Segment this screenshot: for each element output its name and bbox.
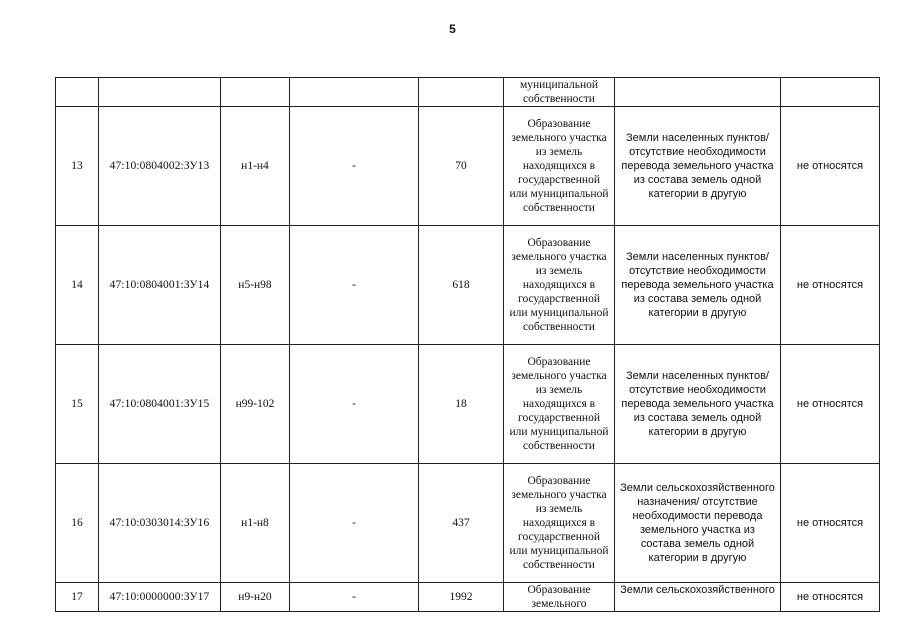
purpose-text: муниципальной собственности — [519, 79, 599, 105]
cell-area: 618 — [419, 226, 504, 345]
cell-status: не относятся — [781, 107, 880, 226]
cell-extra: - — [290, 464, 419, 583]
cell-cadastral: 47:10:0000000:ЗУ17 — [99, 583, 221, 612]
cell-purpose: Образование земельного участка из земель находящихся в государственной или муниципальной собственности — [504, 226, 615, 345]
cell-extra: - — [290, 583, 419, 612]
cell-num: 15 — [56, 345, 99, 464]
cell-status: не относятся — [781, 226, 880, 345]
cell-cadastral: 47:10:0804001:ЗУ14 — [99, 226, 221, 345]
cell-points: н9-н20 — [221, 583, 290, 612]
table-row-continuation — [56, 78, 880, 107]
cell-purpose — [504, 583, 615, 612]
cell-purpose — [504, 78, 615, 107]
cell-extra: - — [290, 107, 419, 226]
cell-num: 13 — [56, 107, 99, 226]
cell-area: 18 — [419, 345, 504, 464]
cell-purpose: Образование земельного участка из земель находящихся в государственной или муниципальной собственности — [504, 345, 615, 464]
cell-num: 14 — [56, 226, 99, 345]
cell-num: 17 — [56, 583, 99, 612]
cell-extra: - — [290, 345, 419, 464]
cell-points: н5-н98 — [221, 226, 290, 345]
page-number: 5 — [449, 22, 456, 36]
cell-cadastral: 47:10:0804002:ЗУ13 — [99, 107, 221, 226]
cell-area: 70 — [419, 107, 504, 226]
cell-cadastral — [99, 78, 221, 107]
table-row — [56, 345, 880, 464]
table-row — [56, 226, 880, 345]
cell-area: 437 — [419, 464, 504, 583]
cell-category: Земли сельскохозяйственного назначения/ отсутствие необходимости перевода земельного участка из состава земель одной категории в другую — [615, 464, 781, 583]
cell-extra — [290, 78, 419, 107]
cell-purpose: Образование земельного участка из земель находящихся в государственной или муниципальной собственности — [504, 107, 615, 226]
cell-cadastral: 47:10:0303014:ЗУ16 — [99, 464, 221, 583]
cell-status: не относятся — [781, 583, 880, 612]
cell-num: 16 — [56, 464, 99, 583]
table-row — [56, 464, 880, 583]
category-text: Земли сельскохозяйственного — [620, 584, 775, 596]
cell-points: н99-102 — [221, 345, 290, 464]
cell-category: Земли населенных пунктов/ отсутствие необходимости перевода земельного участка из состава земель одной категории в другую — [615, 345, 781, 464]
land-plots-table — [55, 77, 880, 612]
cell-area: 1992 — [419, 583, 504, 612]
cell-area — [419, 78, 504, 107]
table-row — [56, 107, 880, 226]
cell-cadastral: 47:10:0804001:ЗУ15 — [99, 345, 221, 464]
cell-num — [56, 78, 99, 107]
cell-points: н1-н8 — [221, 464, 290, 583]
cell-category — [615, 78, 781, 107]
cell-status — [781, 78, 880, 107]
purpose-text: Образование земельного — [527, 584, 591, 610]
cell-extra: - — [290, 226, 419, 345]
cell-category: Земли населенных пунктов/ отсутствие необходимости перевода земельного участка из состава земель одной категории в другую — [615, 226, 781, 345]
cell-status: не относятся — [781, 464, 880, 583]
cell-category: Земли населенных пунктов/ отсутствие необходимости перевода земельного участка из состава земель одной категории в другую — [615, 107, 781, 226]
table-row — [56, 583, 880, 612]
cell-status: не относятся — [781, 345, 880, 464]
cell-points — [221, 78, 290, 107]
cell-category — [615, 583, 781, 612]
cell-purpose: Образование земельного участка из земель находящихся в государственной или муниципальной собственности — [504, 464, 615, 583]
cell-points: н1-н4 — [221, 107, 290, 226]
